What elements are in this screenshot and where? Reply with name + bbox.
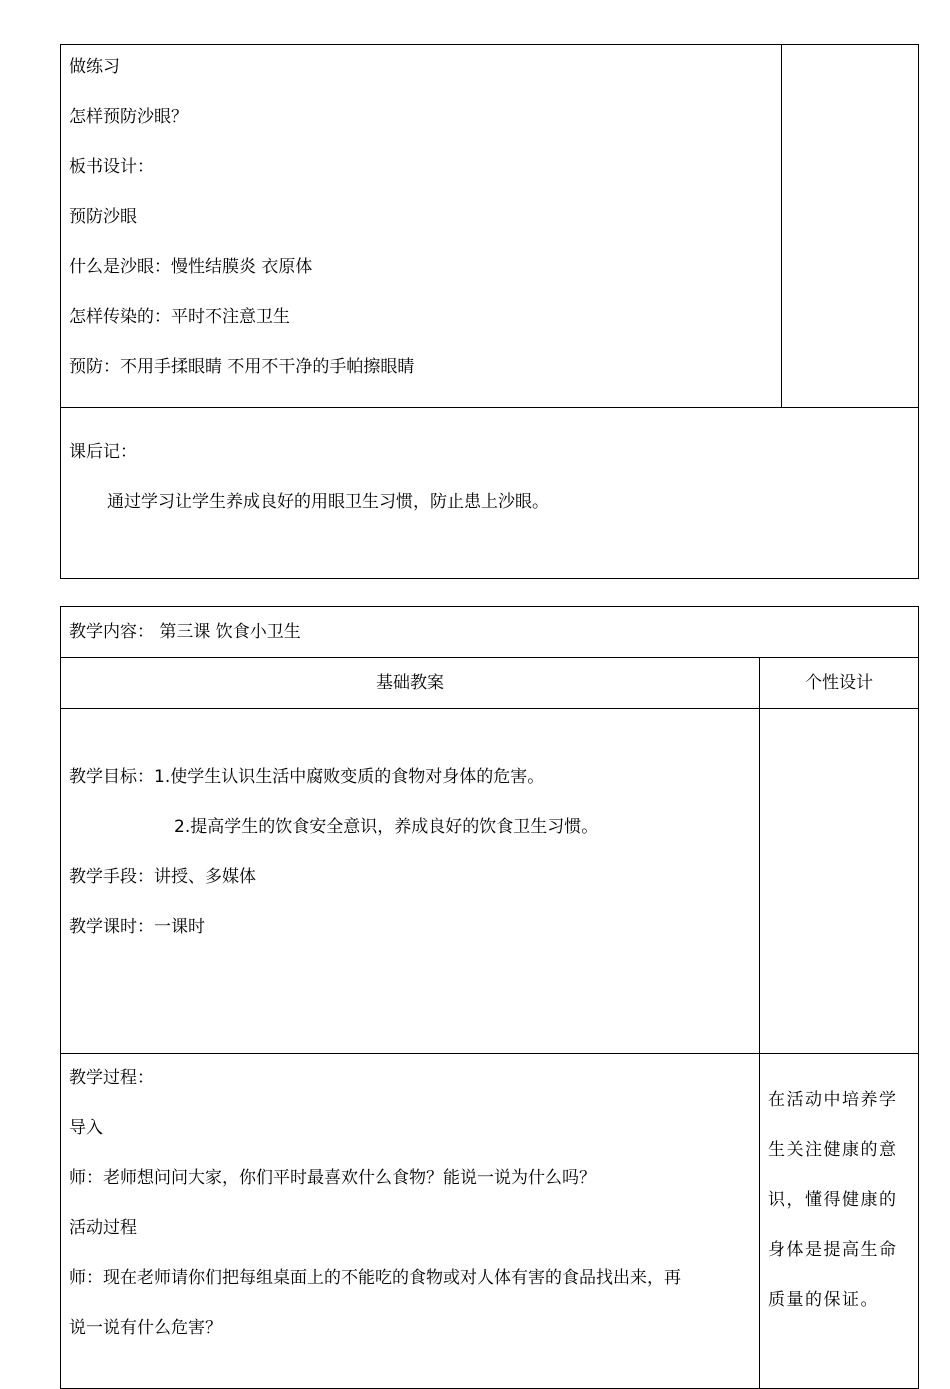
col-header-main	[61, 658, 760, 709]
process-line: 教学过程：	[69, 1068, 154, 1088]
text-line: 什么是沙眼：慢性结膜炎 衣原体	[69, 257, 313, 277]
col-header-side-label: 个性设计	[805, 673, 873, 693]
reflection-text: 通过学习让学生养成良好的用眼卫生习惯，防止患上沙眼。	[107, 492, 549, 512]
reflection-label: 课后记：	[69, 442, 137, 462]
process-line: 说一说有什么危害？	[69, 1318, 222, 1338]
goal-line: 2.提高学生的饮食安全意识，养成良好的饮食卫生习惯。	[174, 817, 599, 837]
process-line: 师：现在老师请你们把每组桌面上的不能吃的食物或对人体有害的食品找出来，再	[69, 1268, 681, 1288]
content-title: 教学内容： 第三课 饮食小卫生	[69, 622, 301, 642]
text-line: 预防：不用手揉眼睛 不用不干净的手帕擦眼睛	[69, 357, 415, 377]
process-line: 师：老师想问问大家，你们平时最喜欢什么食物？能说一说为什么吗？	[69, 1168, 596, 1188]
side-note-line: 生关注健康的意	[768, 1140, 898, 1160]
content-title-cell	[61, 607, 919, 658]
side-note-cell	[760, 1054, 919, 1389]
lesson-table-2	[60, 606, 919, 1389]
means-line: 教学手段：讲授、多媒体	[69, 867, 256, 887]
side-empty-cell	[760, 709, 919, 1054]
side-note-line: 身体是提高生命	[768, 1240, 898, 1260]
side-empty-cell	[782, 45, 919, 408]
process-line: 导入	[69, 1118, 103, 1138]
text-line: 怎样预防沙眼？	[69, 107, 188, 127]
text-line: 怎样传染的：平时不注意卫生	[69, 307, 290, 327]
text-line: 做练习	[69, 57, 120, 77]
goal-line: 教学目标：1.使学生认识生活中腐败变质的食物对身体的危害。	[69, 767, 545, 787]
hours-line: 教学课时：一课时	[69, 917, 205, 937]
board-design-cell	[61, 45, 782, 408]
col-header-main-label: 基础教案	[376, 673, 444, 693]
text-line: 预防沙眼	[69, 207, 137, 227]
lesson-table-1	[60, 44, 919, 579]
side-note-line: 在活动中培养学	[768, 1090, 898, 1110]
process-cell	[61, 1054, 760, 1389]
side-note-line: 质量的保证。	[768, 1290, 879, 1310]
goals-cell	[61, 709, 760, 1054]
col-header-side	[760, 658, 919, 709]
side-note-line: 识，懂得健康的	[768, 1190, 898, 1210]
text-line: 板书设计：	[69, 157, 154, 177]
process-line: 活动过程	[69, 1218, 137, 1238]
reflection-cell	[61, 408, 919, 579]
